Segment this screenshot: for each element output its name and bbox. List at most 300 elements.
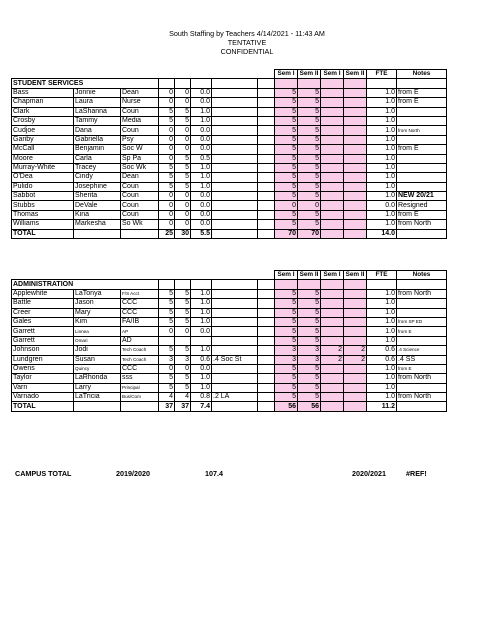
sem2-cur: 5 bbox=[298, 107, 321, 116]
fte-prev: 0.0 bbox=[191, 364, 212, 373]
notes bbox=[397, 383, 447, 392]
extra-note bbox=[212, 192, 258, 201]
fte-cur: 1.0 bbox=[367, 98, 397, 107]
sem2-other bbox=[344, 220, 367, 229]
last-name: Lundgren bbox=[12, 355, 74, 364]
position: Media bbox=[121, 116, 159, 125]
fte-cur: 1.0 bbox=[367, 173, 397, 182]
column-header: Sem II bbox=[344, 271, 367, 280]
blank-cell bbox=[367, 79, 397, 88]
sem2-other bbox=[344, 154, 367, 163]
fte-cur: 1.0 bbox=[367, 126, 397, 135]
notes bbox=[397, 107, 447, 116]
extra-note bbox=[212, 107, 258, 116]
fte-prev: 1.0 bbox=[191, 173, 212, 182]
last-name: O'Dea bbox=[12, 173, 74, 182]
extra-note bbox=[212, 173, 258, 182]
fte-prev: 0.0 bbox=[191, 98, 212, 107]
extra-note bbox=[212, 88, 258, 97]
last-name: Varn bbox=[12, 383, 74, 392]
position: Psy bbox=[121, 135, 159, 144]
sem1-other bbox=[321, 336, 344, 345]
fte-prev: 1.0 bbox=[191, 374, 212, 383]
last-name: Applewhite bbox=[12, 289, 74, 298]
table-row bbox=[12, 374, 447, 383]
total-sem2-prev: 30 bbox=[175, 229, 191, 238]
position: So Wk bbox=[121, 220, 159, 229]
notes: from North bbox=[397, 126, 447, 135]
blank-cell bbox=[258, 79, 275, 88]
blank-cell bbox=[159, 79, 175, 88]
extra-note bbox=[212, 308, 258, 317]
column-header: Sem I bbox=[321, 271, 344, 280]
notes: from E bbox=[397, 98, 447, 107]
extra-note bbox=[212, 145, 258, 154]
spacer-cell bbox=[258, 220, 275, 229]
sem2-other bbox=[344, 308, 367, 317]
blank-cell bbox=[175, 271, 191, 280]
sem1-cur: 5 bbox=[275, 145, 298, 154]
blank-cell bbox=[258, 402, 275, 411]
fte-cur: 1.0 bbox=[367, 145, 397, 154]
notes: from SP ED bbox=[397, 317, 447, 326]
position: Principal bbox=[121, 383, 159, 392]
column-header: Notes bbox=[397, 70, 447, 79]
position: Tech Coach bbox=[121, 346, 159, 355]
position: Dean bbox=[121, 173, 159, 182]
total-sem2-prev: 37 bbox=[175, 402, 191, 411]
sem1-prev: 0 bbox=[159, 210, 175, 219]
spacer-cell bbox=[258, 299, 275, 308]
last-name: Garrett bbox=[12, 336, 74, 345]
notes: from E bbox=[397, 327, 447, 336]
sem1-cur: 5 bbox=[275, 116, 298, 125]
spacer-cell bbox=[258, 289, 275, 298]
first-name: Carla bbox=[74, 154, 121, 163]
position: Bus/Com bbox=[121, 393, 159, 402]
sem2-cur: 0 bbox=[298, 201, 321, 210]
sem2-other bbox=[344, 135, 367, 144]
fte-prev: 1.0 bbox=[191, 289, 212, 298]
sem1-other: 2 bbox=[321, 346, 344, 355]
fte-cur: 1.0 bbox=[367, 289, 397, 298]
year-2020-value: #REF! bbox=[406, 469, 427, 478]
sem2-cur: 5 bbox=[298, 317, 321, 326]
spacer-cell bbox=[258, 308, 275, 317]
extra-note: .2 LA bbox=[212, 393, 258, 402]
sem2-cur: 5 bbox=[298, 126, 321, 135]
blank-cell bbox=[159, 70, 175, 79]
blank-cell bbox=[258, 271, 275, 280]
sem1-prev: 0 bbox=[159, 220, 175, 229]
sem1-other bbox=[321, 126, 344, 135]
total-fte-prev: 7.4 bbox=[191, 402, 212, 411]
first-name: Jonnie bbox=[74, 88, 121, 97]
sem1-prev: 5 bbox=[159, 163, 175, 172]
sem1-prev: 5 bbox=[159, 317, 175, 326]
fte-cur: 0.6 bbox=[367, 355, 397, 364]
blank-cell bbox=[321, 79, 344, 88]
table-row bbox=[12, 182, 447, 191]
blank-cell bbox=[12, 271, 74, 280]
first-name: Quincy bbox=[74, 364, 121, 373]
sem2-other bbox=[344, 107, 367, 116]
sem1-other bbox=[321, 383, 344, 392]
notes: from E bbox=[397, 364, 447, 373]
position: CCC bbox=[121, 299, 159, 308]
sem2-other bbox=[344, 201, 367, 210]
sem1-cur: 3 bbox=[275, 346, 298, 355]
first-name: Josephine bbox=[74, 182, 121, 191]
table-row bbox=[12, 116, 447, 125]
sem1-cur: 5 bbox=[275, 327, 298, 336]
column-header: Sem I bbox=[321, 70, 344, 79]
sem1-other bbox=[321, 210, 344, 219]
blank-cell bbox=[275, 280, 298, 289]
sem1-other: 2 bbox=[321, 355, 344, 364]
last-name: Murray-White bbox=[12, 163, 74, 172]
spacer-cell bbox=[258, 135, 275, 144]
sem2-cur: 5 bbox=[298, 336, 321, 345]
sem2-prev: 4 bbox=[175, 393, 191, 402]
sem2-cur: 3 bbox=[298, 346, 321, 355]
blank-cell bbox=[397, 79, 447, 88]
sem2-cur: 5 bbox=[298, 327, 321, 336]
notes: NEW 20/21 bbox=[397, 192, 447, 201]
total-fte-cur: 11.2 bbox=[367, 402, 397, 411]
sem2-prev: 3 bbox=[175, 355, 191, 364]
blank-cell bbox=[367, 280, 397, 289]
table-row bbox=[12, 393, 447, 402]
notes: from North bbox=[397, 289, 447, 298]
last-name: Chapman bbox=[12, 98, 74, 107]
section-title: STUDENT SERVICES bbox=[12, 79, 159, 88]
spacer-cell bbox=[258, 98, 275, 107]
total-label: TOTAL bbox=[12, 402, 74, 411]
first-name: Jodi bbox=[74, 346, 121, 355]
notes: from North bbox=[397, 374, 447, 383]
blank-cell bbox=[344, 79, 367, 88]
sem2-other bbox=[344, 210, 367, 219]
sem2-other bbox=[344, 192, 367, 201]
sem2-other bbox=[344, 317, 367, 326]
fte-cur: 1.0 bbox=[367, 336, 397, 345]
extra-note bbox=[212, 135, 258, 144]
blank-cell bbox=[321, 229, 344, 238]
spacer-cell bbox=[258, 192, 275, 201]
first-name: Tracey bbox=[74, 163, 121, 172]
table-row bbox=[12, 210, 447, 219]
blank-cell bbox=[175, 79, 191, 88]
extra-note bbox=[212, 346, 258, 355]
sem2-cur: 5 bbox=[298, 210, 321, 219]
fte-cur: 1.0 bbox=[367, 308, 397, 317]
sem1-prev: 5 bbox=[159, 383, 175, 392]
sem2-cur: 5 bbox=[298, 116, 321, 125]
sem2-other bbox=[344, 374, 367, 383]
last-name: Stubbs bbox=[12, 201, 74, 210]
notes bbox=[397, 308, 447, 317]
blank-cell bbox=[212, 402, 258, 411]
table-row bbox=[12, 98, 447, 107]
sem2-cur: 3 bbox=[298, 355, 321, 364]
blank-cell bbox=[159, 271, 175, 280]
column-header: FTE bbox=[367, 271, 397, 280]
fte-prev: 0.6 bbox=[191, 355, 212, 364]
blank-cell bbox=[258, 70, 275, 79]
tentative-label: TENTATIVE bbox=[227, 38, 267, 47]
notes: from North bbox=[397, 220, 447, 229]
spacer-cell bbox=[258, 346, 275, 355]
extra-note bbox=[212, 289, 258, 298]
extra-note bbox=[212, 163, 258, 172]
sem1-cur: 5 bbox=[275, 182, 298, 191]
fte-cur: 1.0 bbox=[367, 364, 397, 373]
sem1-cur: 5 bbox=[275, 154, 298, 163]
blank-cell bbox=[121, 229, 159, 238]
sem1-other bbox=[321, 201, 344, 210]
sem2-other bbox=[344, 182, 367, 191]
total-row bbox=[12, 229, 447, 238]
extra-note bbox=[212, 364, 258, 373]
notes bbox=[397, 154, 447, 163]
sem2-other: 2 bbox=[344, 346, 367, 355]
total-fte-cur: 14.0 bbox=[367, 229, 397, 238]
spacer-cell bbox=[258, 154, 275, 163]
sem1-other bbox=[321, 317, 344, 326]
sem2-prev: 5 bbox=[175, 374, 191, 383]
fte-cur: 1.0 bbox=[367, 107, 397, 116]
table-row bbox=[12, 88, 447, 97]
extra-note bbox=[212, 201, 258, 210]
sem2-cur: 5 bbox=[298, 182, 321, 191]
blank-cell bbox=[321, 402, 344, 411]
notes: from North bbox=[397, 393, 447, 402]
sem2-prev: 0 bbox=[175, 210, 191, 219]
fte-prev: 1.0 bbox=[191, 182, 212, 191]
sem2-cur: 5 bbox=[298, 154, 321, 163]
fte-prev: 0.8 bbox=[191, 393, 212, 402]
blank-cell bbox=[12, 70, 74, 79]
column-header: Sem II bbox=[344, 70, 367, 79]
sem1-prev: 0 bbox=[159, 135, 175, 144]
last-name: Thomas bbox=[12, 210, 74, 219]
sem1-prev: 0 bbox=[159, 201, 175, 210]
column-header-row bbox=[12, 271, 447, 280]
notes: from E bbox=[397, 210, 447, 219]
table-row bbox=[12, 126, 447, 135]
fte-prev: 0.0 bbox=[191, 192, 212, 201]
first-name: Benjamin bbox=[74, 145, 121, 154]
extra-note bbox=[212, 383, 258, 392]
sem2-other bbox=[344, 299, 367, 308]
sem1-other bbox=[321, 88, 344, 97]
sem1-cur: 5 bbox=[275, 220, 298, 229]
position: Coun bbox=[121, 107, 159, 116]
sem2-other bbox=[344, 364, 367, 373]
sem1-other bbox=[321, 135, 344, 144]
blank-cell bbox=[344, 229, 367, 238]
first-name: Laura bbox=[74, 98, 121, 107]
last-name: Gales bbox=[12, 317, 74, 326]
extra-note bbox=[212, 116, 258, 125]
year-2019-value: 107.4 bbox=[205, 469, 223, 478]
first-name: Larry bbox=[74, 383, 121, 392]
blank-cell bbox=[121, 402, 159, 411]
sem2-prev: 5 bbox=[175, 154, 191, 163]
spacer-cell bbox=[258, 336, 275, 345]
position: Coun bbox=[121, 182, 159, 191]
sem1-other bbox=[321, 374, 344, 383]
fte-prev: 1.0 bbox=[191, 317, 212, 326]
fte-cur: 1.0 bbox=[367, 182, 397, 191]
blank-cell bbox=[121, 271, 159, 280]
fte-prev: 0.0 bbox=[191, 210, 212, 219]
first-name: Tammy bbox=[74, 116, 121, 125]
sem1-other bbox=[321, 393, 344, 402]
blank-cell bbox=[212, 280, 258, 289]
sem2-prev: 5 bbox=[175, 289, 191, 298]
administration-table bbox=[11, 270, 447, 412]
sem1-other bbox=[321, 327, 344, 336]
sem1-cur: 5 bbox=[275, 173, 298, 182]
sem1-cur: 5 bbox=[275, 107, 298, 116]
sem1-cur: 0 bbox=[275, 201, 298, 210]
position: Coun bbox=[121, 210, 159, 219]
notes bbox=[397, 182, 447, 191]
fte-prev: 1.0 bbox=[191, 346, 212, 355]
spacer-cell bbox=[258, 163, 275, 172]
spacer-cell bbox=[258, 355, 275, 364]
blank-cell bbox=[298, 280, 321, 289]
fte-prev: 0.0 bbox=[191, 126, 212, 135]
sem1-cur: 5 bbox=[275, 308, 298, 317]
sem1-other bbox=[321, 364, 344, 373]
blank-cell bbox=[191, 280, 212, 289]
fte-prev: 0.0 bbox=[191, 201, 212, 210]
sem2-cur: 5 bbox=[298, 135, 321, 144]
extra-note bbox=[212, 210, 258, 219]
sem2-cur: 5 bbox=[298, 145, 321, 154]
last-name: Varnado bbox=[12, 393, 74, 402]
extra-note bbox=[212, 317, 258, 326]
year-2019-label: 2019/2020 bbox=[116, 469, 150, 478]
sem2-prev: 5 bbox=[175, 107, 191, 116]
total-sem1-cur: 56 bbox=[275, 402, 298, 411]
last-name: Battle bbox=[12, 299, 74, 308]
fte-prev: 1.0 bbox=[191, 383, 212, 392]
fte-cur: 1.0 bbox=[367, 88, 397, 97]
report-title: South Staffing by Teachers 4/14/2021 - 11:43 AM bbox=[169, 29, 325, 38]
sem1-prev: 5 bbox=[159, 182, 175, 191]
sem1-cur: 5 bbox=[275, 126, 298, 135]
sem1-cur: 5 bbox=[275, 317, 298, 326]
sem2-other bbox=[344, 327, 367, 336]
blank-cell bbox=[397, 229, 447, 238]
first-name: Mary bbox=[74, 308, 121, 317]
extra-note bbox=[212, 154, 258, 163]
table-row bbox=[12, 317, 447, 326]
sem2-prev: 0 bbox=[175, 135, 191, 144]
notes bbox=[397, 299, 447, 308]
table-row bbox=[12, 163, 447, 172]
blank-cell bbox=[175, 280, 191, 289]
notes: .4 SS bbox=[397, 355, 447, 364]
sem1-cur: 5 bbox=[275, 336, 298, 345]
first-name: Kim bbox=[74, 317, 121, 326]
sem1-other bbox=[321, 145, 344, 154]
fte-cur: 1.0 bbox=[367, 299, 397, 308]
sem2-other bbox=[344, 393, 367, 402]
sem1-prev: 0 bbox=[159, 145, 175, 154]
sem1-cur: 5 bbox=[275, 210, 298, 219]
last-name: Bass bbox=[12, 88, 74, 97]
last-name: Taylor bbox=[12, 374, 74, 383]
fte-prev: 0.5 bbox=[191, 154, 212, 163]
last-name: Pulido bbox=[12, 182, 74, 191]
position: Coun bbox=[121, 192, 159, 201]
sem2-cur: 5 bbox=[298, 98, 321, 107]
sem1-other bbox=[321, 220, 344, 229]
fte-cur: 1.0 bbox=[367, 383, 397, 392]
sem1-prev: 4 bbox=[159, 393, 175, 402]
sem1-cur: 5 bbox=[275, 374, 298, 383]
sem2-cur: 5 bbox=[298, 308, 321, 317]
sem1-prev: 5 bbox=[159, 374, 175, 383]
blank-cell bbox=[397, 280, 447, 289]
first-name: LaShanna bbox=[74, 107, 121, 116]
sem2-prev: 5 bbox=[175, 116, 191, 125]
sem2-other bbox=[344, 88, 367, 97]
fte-prev: 1.0 bbox=[191, 299, 212, 308]
first-name: Kina bbox=[74, 210, 121, 219]
table-row bbox=[12, 364, 447, 373]
sem2-prev: 0 bbox=[175, 327, 191, 336]
fte-prev: 1.0 bbox=[191, 308, 212, 317]
spacer-cell bbox=[258, 88, 275, 97]
sem2-prev: 5 bbox=[175, 346, 191, 355]
sem2-cur: 5 bbox=[298, 364, 321, 373]
spacer-cell bbox=[258, 374, 275, 383]
notes bbox=[397, 163, 447, 172]
blank-cell bbox=[74, 402, 121, 411]
column-header: FTE bbox=[367, 70, 397, 79]
sem1-cur: 5 bbox=[275, 135, 298, 144]
position: Sp Pa bbox=[121, 154, 159, 163]
total-sem2-cur: 70 bbox=[298, 229, 321, 238]
fte-prev: 1.0 bbox=[191, 107, 212, 116]
blank-cell bbox=[159, 280, 175, 289]
sem2-other bbox=[344, 98, 367, 107]
table-row bbox=[12, 201, 447, 210]
sem1-prev: 5 bbox=[159, 107, 175, 116]
first-name: Sherita bbox=[74, 192, 121, 201]
fte-prev: 0.0 bbox=[191, 327, 212, 336]
sem1-prev: 0 bbox=[159, 364, 175, 373]
extra-note bbox=[212, 182, 258, 191]
extra-note bbox=[212, 336, 258, 345]
extra-note bbox=[212, 126, 258, 135]
first-name: DeVale bbox=[74, 201, 121, 210]
table-row bbox=[12, 192, 447, 201]
sem2-prev: 0 bbox=[175, 192, 191, 201]
sem1-other bbox=[321, 182, 344, 191]
spacer-cell bbox=[258, 393, 275, 402]
notes: from E bbox=[397, 88, 447, 97]
sem2-other bbox=[344, 383, 367, 392]
fte-prev: 0.0 bbox=[191, 135, 212, 144]
table-row bbox=[12, 346, 447, 355]
